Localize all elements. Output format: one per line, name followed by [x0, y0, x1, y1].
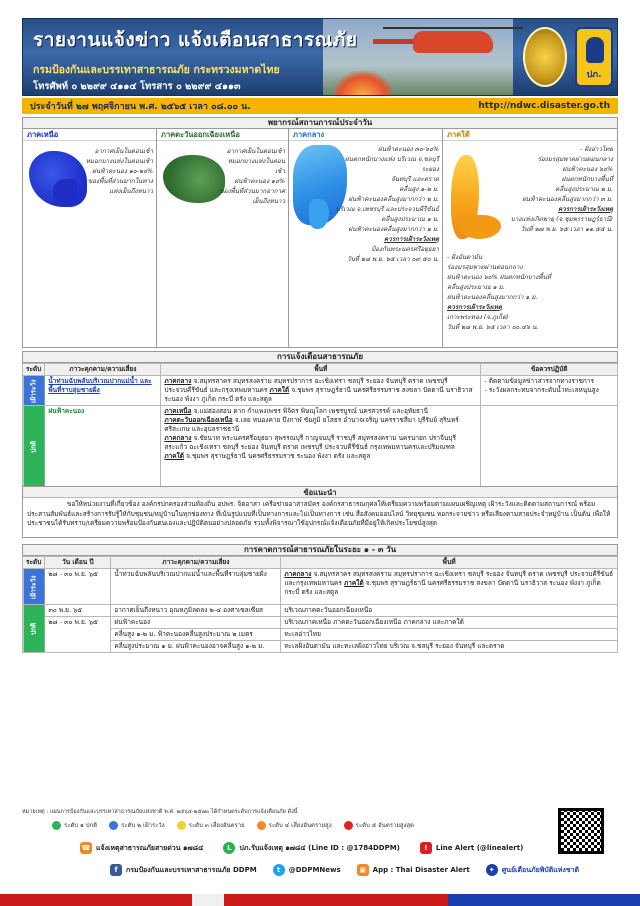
level-badge: ปกติ [23, 406, 45, 488]
advice-box [22, 486, 618, 538]
col-area: พื้นที่ [281, 557, 618, 569]
weather-section-title: พยากรณ์สถานการณ์ประจำวัน [22, 117, 618, 129]
legend-item: ระดับ ๒ เฝ้าระวัง [109, 820, 165, 830]
col-area: พื้นที่ [161, 364, 481, 376]
legend-item: ระดับ ๔ เสี่ยงอันตรายสูง [257, 820, 332, 830]
action-cell [481, 406, 618, 488]
level-3-dot-icon [177, 821, 186, 830]
twitter-link[interactable]: t @DDPMNews [273, 864, 341, 876]
line-icon: L [223, 842, 235, 854]
helicopter-rotor-icon [383, 27, 523, 29]
forecast-header-row [23, 557, 618, 569]
weather-panel [22, 128, 618, 348]
header-banner [22, 18, 618, 96]
table-row [23, 605, 618, 617]
col-hazard: ภาวะคุกคาม/ความเสี่ยง [45, 364, 161, 376]
legend-item: ระดับ ๑ ปกติ [52, 820, 97, 830]
region-south [443, 129, 617, 347]
level-1-dot-icon [52, 821, 61, 830]
area-cell: ภาคกลาง จ.สมุทรสาคร สมุทรสงคราม สมุทรปราการ ฉะเชิงเทรา ชลบุรี ระยอง จันทบุรี ตราด เพชรบุรี ประจวบคีรีขันธ์ และกรุงเทพมหานคร ภาคใต้ จ.ชุมพร สุราษฎร์ธานี นครศรีธรรมราช สงขลา ปัตตานี นราธิวาส ระนอง พังงา ภูเก็ต กระบี่ ตรัง และสตูล [161, 376, 481, 406]
table-row [23, 629, 618, 641]
warning-header-row [23, 364, 618, 376]
level-4-dot-icon [257, 821, 266, 830]
legend [22, 808, 562, 836]
helicopter-icon [413, 31, 493, 53]
ddpm-logo [575, 27, 613, 87]
date-cell: ๓๐ พ.ย. ๖๕ [45, 605, 111, 617]
org-name: กรมป้องกันและบรรเทาสาธารณภัย กระทรวงมหาดไทย [33, 64, 280, 76]
page-title: รายงานแจ้งข่าว แจ้งเตือนสาธารณภัย [33, 29, 358, 51]
line-link[interactable]: L ปภ.รับแจ้งเหตุ ๑๗๘๔ (Line ID : @1784DDPM) [223, 842, 400, 854]
line-alert-link[interactable]: ! Line Alert (@linealert) [420, 842, 523, 854]
level-5-dot-icon [344, 821, 353, 830]
level-badge: ปกติ [23, 605, 45, 653]
level-badge: เฝ้าระวัง [23, 569, 45, 605]
advice-text: ขอให้หน่วยงานที่เกี่ยวข้อง องค์กรปกครองส่วนท้องถิ่น อปพร. จิตอาสา เครือข่ายอาสาสมัคร องค์กรสาธารณกุศลให้เตรียมความพร้อมตามแผนเผชิญเหตุ เฝ้าระวังและติดตามสถานการณ์ พร้อมประสานสัมพันธ์และสร้างการรับรู้ให้กับชุมชน/หมู่บ้านในทุกช่องทาง ที่เน้นรูปแบบที่เป็นทางการและไม่เป็นทางการ เช่น สื่อสังคมออนไลน์ วิทยุชุมชน หอกระจายข่าว หรือเสียงตามสายประจำหมู่บ้าน เป็นต้น เพื่อให้ประชาชนได้รับทราบ/เตรียมความพร้อมป้องกันตนเองและปฏิบัติตนอย่างปลอดภัย รวมทั้งพิจารณาใช้อุปกรณ์แจ้งเตือนภัยที่มีอยู่ให้เกิดประโยชน์สูงสุด [27, 500, 611, 527]
facebook-link[interactable]: f กรมป้องกันและบรรเทาสาธารณภัย DDPM [110, 864, 257, 876]
date-bar [22, 98, 618, 114]
fire-icon [333, 71, 393, 96]
central-text: ฝนฟ้าคะนอง ๓๐-๖๐% ฝนตกหนักบางแห่ง บริเวณ จ.ชลบุรี ระยอง จันทบุรี และตราด คลื่นสูง ๑-๒ ม. ฝนฟ้าคะนองคลื่นสูงมากกว่า ๒ ม. บริเวณ จ.เพชรบุรี และประจวบคีรีขันธ์ คลื่นสูงประมาณ ๑ ม. ฝนฟ้าคะนองคลื่นสูงมากกว่า ๑ ม. ควรการเฝ้าระวังเหตุ ป้องกันพระนครศรีอยุธยา วันที่ ๒๘ พ.ย. ๖๕ เวลา ๐๙.๕๐ น. [335, 146, 439, 263]
facebook-icon: f [110, 864, 122, 876]
area-cell: ทะเลอ่าวไทย [281, 629, 618, 641]
alert-icon: ! [420, 842, 432, 854]
warning-table [22, 363, 618, 488]
warning-section-title: การแจ้งเตือนสาธารณภัย [22, 351, 618, 363]
region-northeast-title: ภาคตะวันออกเฉียงเหนือ [157, 129, 288, 141]
phone-icon: ☎ [81, 844, 91, 852]
col-action: ข้อควรปฏิบัติ [481, 364, 618, 376]
region-northeast [157, 129, 289, 347]
south-east-text: - ฝั่งอ่าวไทย ร่องมรสุมพาดผ่านตอนกลาง ฝนฟ้าคะนอง ๖๐% ฝนตกหนักบางพื้นที่ คลื่นสูงประมาณ ๒ ม. ฝนฟ้าคะนองคลื่นสูงมากกว่า ๓ ม. ควรการเฝ้าระวังเหตุ บางแห่งเกิดพายุ (จ.ชุมพรราษฎร์ธานี) วันที่ ๒๗ พ.ย. ๖๕ เวลา ๑๑.๕๕ น. [510, 146, 613, 233]
south-west-text: - ฝั่งอันดามัน ร่องมรสุมพาดผ่านตอนกลาง ฝนฟ้าคะนอง ๖๐% ฝนตกหนักบางพื้นที่ คลื่นสูงประมาณ ๑ ม. ฝนฟ้าคะนองคลื่นสูงมากกว่า ๑ ม. ควรการเฝ้าระวังเหตุ เกาะพระทอง (จ.ภูเก็ต) วันที่ ๒๘ พ.ย. ๖๕ เวลา ๐๐.๔๖ น. [447, 254, 551, 331]
forecast-section-title: การคาดการณ์สาธารณภัยในระยะ ๑ - ๓ วัน [22, 544, 618, 556]
hazard-cell: คลื่นสูงประมาณ ๑ ม. ฝนฟ้าคะนองอาจคลื่นสูง ๑-๒ ม. [111, 641, 281, 653]
hazard-cell: น้ำท่วมฉับพลันบริเวณปากแม่น้ำและพื้นที่ราบลุ่มชายฝั่ง [111, 569, 281, 605]
region-central-title: ภาคกลาง [289, 129, 442, 141]
ddpm-logo-text: ปภ. [586, 70, 602, 80]
region-south-title: ภาคใต้ [443, 129, 617, 141]
date-cell: ๒๘ - ๓๐ พ.ย. ๖๕ [45, 617, 111, 653]
table-row [23, 376, 618, 406]
twitter-icon: t [273, 864, 285, 876]
date-cell: ๒๘ - ๓๐ พ.ย. ๖๕ [45, 569, 111, 605]
col-level: ระดับ [23, 364, 45, 376]
area-cell: ทะเลฝั่งอันดามัน และทะเลฝั่งอ่าวไทย บริเวณ จ.ชลบุรี ระยอง จันทบุรี และตราด [281, 641, 618, 653]
area-cell: ภาคกลาง จ.สมุทรสาคร สมุทรสงคราม สมุทรปราการ ฉะเชิงเทรา ชลบุรี ระยอง จันทบุรี ตราด เพชรบุรี ประจวบคีรีขันธ์ และกรุงเทพมหานคร ภาคใต้ จ.ชุมพร สุราษฎร์ธานี นครศรีธรรมราช สงขลา ปัตตานี นราธิวาส ระนอง พังงา ภูเก็ต กระบี่ ตรัง และสตูล [281, 569, 618, 605]
northeast-map [163, 155, 225, 203]
center-logo-icon: ✦ [486, 864, 498, 876]
action-cell: - ติดตามข้อมูลข่าวสารจากทางราชการ - ระวังผลกระทบจากระดับน้ำทะเลหนุนสูง [481, 376, 618, 406]
hotline-link[interactable]: ☎ แจ้งเหตุสาธารณภัยสายด่วน ๑๗๘๔ [81, 843, 204, 852]
area-cell: ภาคเหนือ จ.แม่ฮ่องสอน ตาก กำแพงเพชร พิจิตร พิษณุโลก เพชรบูรณ์ นครสวรรค์ และอุทัยธานี ภาคตะวันออกเฉียงเหนือ จ.เลย หนองคาย บึงกาฬ ชัยภูมิ ยโสธร อำนาจเจริญ นครราชสีมา บุรีรัมย์ สุรินทร์ ศรีสะเกษ และอุบลราชธานี ภาคกลาง จ.ชัยนาท พระนครศรีอยุธยา สุพรรณบุรี กาญจนบุรี ราชบุรี สมุทรสงคราม นครนายก ปราจีนบุรี สระแก้ว ฉะเชิงเทรา ชลบุรี ระยอง จันทบุรี ตราด เพชรบุรี ประจวบคีรีขันธ์ กรุงเทพมหานครและปริมณฑล ภาคใต้ จ.ชุมพร สุราษฎร์ธานี นครศรีธรรมราช ระนอง พังงา ตรัง และสตูล [161, 406, 481, 488]
region-north [23, 129, 157, 347]
contact-phone: โทรศัพท์ ๐ ๒๒๙๙ ๔๑๑๔ โทรสาร ๐ ๒๒๙๙ ๔๑๑๓ [33, 81, 241, 92]
ministry-seal-logo [523, 27, 567, 87]
central-map-lower [309, 199, 329, 229]
hazard-cell: ฝนฟ้าคะนอง [111, 617, 281, 629]
hazard-cell: ฝนฟ้าคะนอง [45, 406, 161, 488]
northeast-text: อากาศเย็นในตอนเช้า หมอกบางแห่งในตอนเช้า ฝนฟ้าคะนอง ๑๐% ของพื้นที่ส่วนมากอากาศเย็นถึงหนาว [219, 148, 285, 205]
area-cell: บริเวณภาคเหนือ ภาคตะวันออกเฉียงเหนือ ภาคกลาง และภาคใต้ [281, 617, 618, 629]
area-cell: บริเวณภาคตะวันออกเฉียงเหนือ [281, 605, 618, 617]
bottom-decorative-stripe [0, 894, 640, 906]
legend-items [22, 820, 562, 830]
hazard-cell: อากาศเย็นถึงหนาว อุณหภูมิลดลง ๒-๔ องศาเซลเซียส [111, 605, 281, 617]
contact-row-1 [80, 842, 550, 854]
legend-note: หมายเหตุ : แผนการป้องกันและบรรเทาสาธารณภัยแห่งชาติ พ.ศ. ๒๕๖๔-๒๕๗๐ ได้กำหนดระดับการแจ้งเตือนภัย ดังนี้ [22, 809, 298, 815]
warning-center-link[interactable]: ✦ ศูนย์เตือนภัยพิบัติแห่งชาติ [486, 864, 579, 876]
app-icon: ▣ [357, 864, 369, 876]
app-link[interactable]: ▣ App : Thai Disaster Alert [357, 864, 470, 876]
north-text: อากาศเย็นในตอนเช้า หมอกบางแห่งในตอนเช้า ฝนฟ้าคะนอง ๑๐-๒๐% ของพื้นที่ส่วนมากในทางแห่งเย็นถึงหนาว [85, 148, 153, 195]
col-hazard: ภาวะคุกคาม/ความเสี่ยง [111, 557, 281, 569]
qr-code[interactable] [558, 808, 604, 854]
col-level: ระดับ [23, 557, 45, 569]
region-north-title: ภาคเหนือ [23, 129, 156, 141]
level-2-dot-icon [109, 821, 118, 830]
forecast-table [22, 556, 618, 653]
advice-title: ข้อแนะนำ [23, 487, 617, 498]
table-row [23, 617, 618, 629]
contact-row-2 [110, 864, 620, 876]
report-date: ประจำวันที่ ๒๗ พฤศจิกายน พ.ศ. ๒๕๖๕ เวลา ๐๘.๐๐ น. [30, 102, 251, 112]
level-badge: เฝ้าระวัง [23, 376, 45, 406]
table-row [23, 569, 618, 605]
website-link[interactable]: http://ndwc.disaster.go.th [478, 101, 610, 111]
hazard-cell: คลื่นสูง ๑-๒ ม. ฟ้าคะนองคลื่นสูงประมาณ ๒ เมตร [111, 629, 281, 641]
table-row [23, 641, 618, 653]
table-row [23, 406, 618, 488]
legend-item: ระดับ ๓ เสี่ยงอันตราย [177, 820, 245, 830]
hazard-cell: น้ำท่วมฉับพลันบริเวณปากแม่น้ำ และพื้นที่ราบลุ่มชายฝั่ง [45, 376, 161, 406]
hand-icon [586, 37, 604, 63]
region-central [289, 129, 443, 347]
legend-item: ระดับ ๕ อันตรายสูงสุด [344, 820, 414, 830]
south-map-lower [461, 215, 501, 239]
col-date: วัน เดือน ปี [45, 557, 111, 569]
